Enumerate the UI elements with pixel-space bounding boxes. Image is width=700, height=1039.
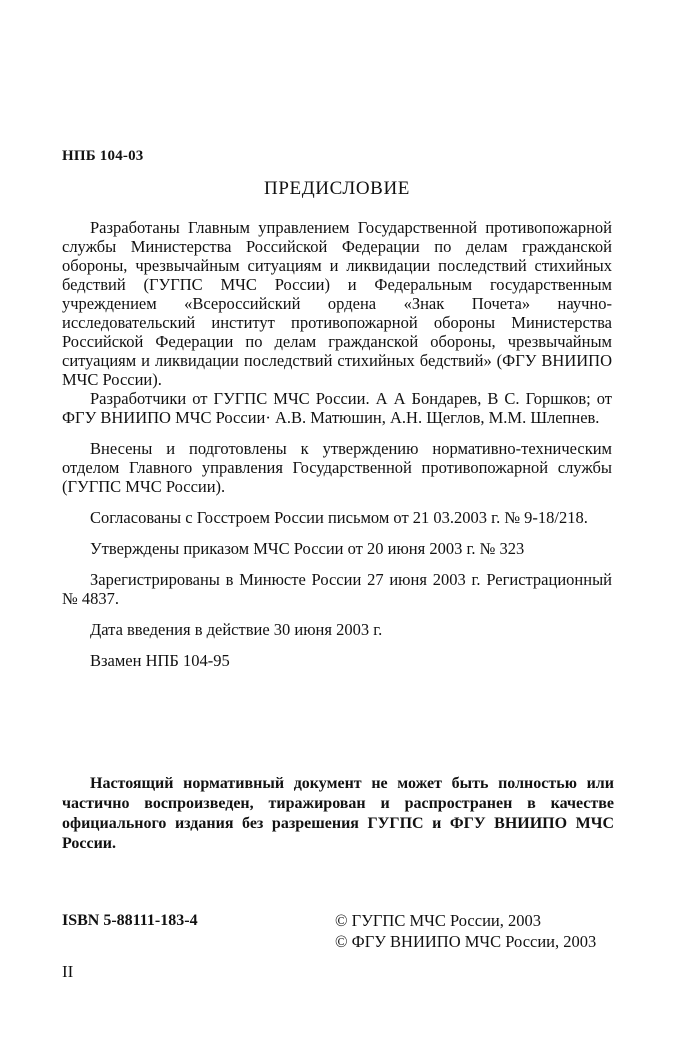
preface-heading: ПРЕДИСЛОВИЕ xyxy=(264,178,410,199)
copyright-block xyxy=(335,910,596,952)
preface-paragraph-agreed: Согласованы с Госстроем России письмом от 21 03.2003 г. № 9-18/218. xyxy=(90,508,588,527)
preface-paragraph-replaces: Взамен НПБ 104-95 xyxy=(90,651,230,670)
copyright-line-gugps: © ГУГПС МЧС России, 2003 xyxy=(335,911,541,930)
preface-body xyxy=(62,218,612,670)
document-code: НПБ 104-03 xyxy=(62,148,144,164)
copyright-line-vniipo: © ФГУ ВНИИПО МЧС России, 2003 xyxy=(335,932,597,951)
preface-paragraph-effective-date: Дата введения в действие 30 июня 2003 г. xyxy=(90,620,383,639)
page-number: II xyxy=(62,962,74,981)
preface-paragraph-submitted: Внесены и подготовлены к утверждению нормативно-техническим отделом Главного управления Государственной противопожарной службы (ГУГПС МЧС России). xyxy=(62,439,612,496)
preface-paragraph-developers: Разработчики от ГУГПС МЧС России. А А Бондарев, В С. Горшков; от ФГУ ВНИИПО МЧС России· А.В. Матюшин, А.Н. Щеглов, М.М. Шлепнев. xyxy=(62,389,612,427)
reproduction-notice: Настоящий нормативный документ не может быть полностью или частично воспроизведен, тиражирован и распространен в качестве официального издания без разрешения ГУГПС и ФГУ ВНИИПО МЧС России. xyxy=(62,775,614,852)
preface-paragraph-developed-by: Разработаны Главным управлением Государственной противопожарной службы Министерства Российской Федерации по делам гражданской обороны, чрезвычайным ситуациям и ликвидации последствий стихийных бедствий (ГУГПС МЧС России) и Федеральным государственным учреждением «Всероссийский ордена «Знак Почета» научно-исследовательский институт противопожарной обороны Министерства Российской Федерации по делам гражданской обороны, чрезвычайным ситуациям и ликвидации последствий стихийных бедствий» (ФГУ ВНИИПО МЧС России). xyxy=(62,218,612,389)
isbn: ISBN 5-88111-183-4 xyxy=(62,912,198,929)
preface-paragraph-approved: Утверждены приказом МЧС России от 20 июня 2003 г. № 323 xyxy=(90,539,525,558)
preface-paragraph-registered: Зарегистрированы в Минюсте России 27 июня 2003 г. Регистрационный № 4837. xyxy=(62,570,612,608)
